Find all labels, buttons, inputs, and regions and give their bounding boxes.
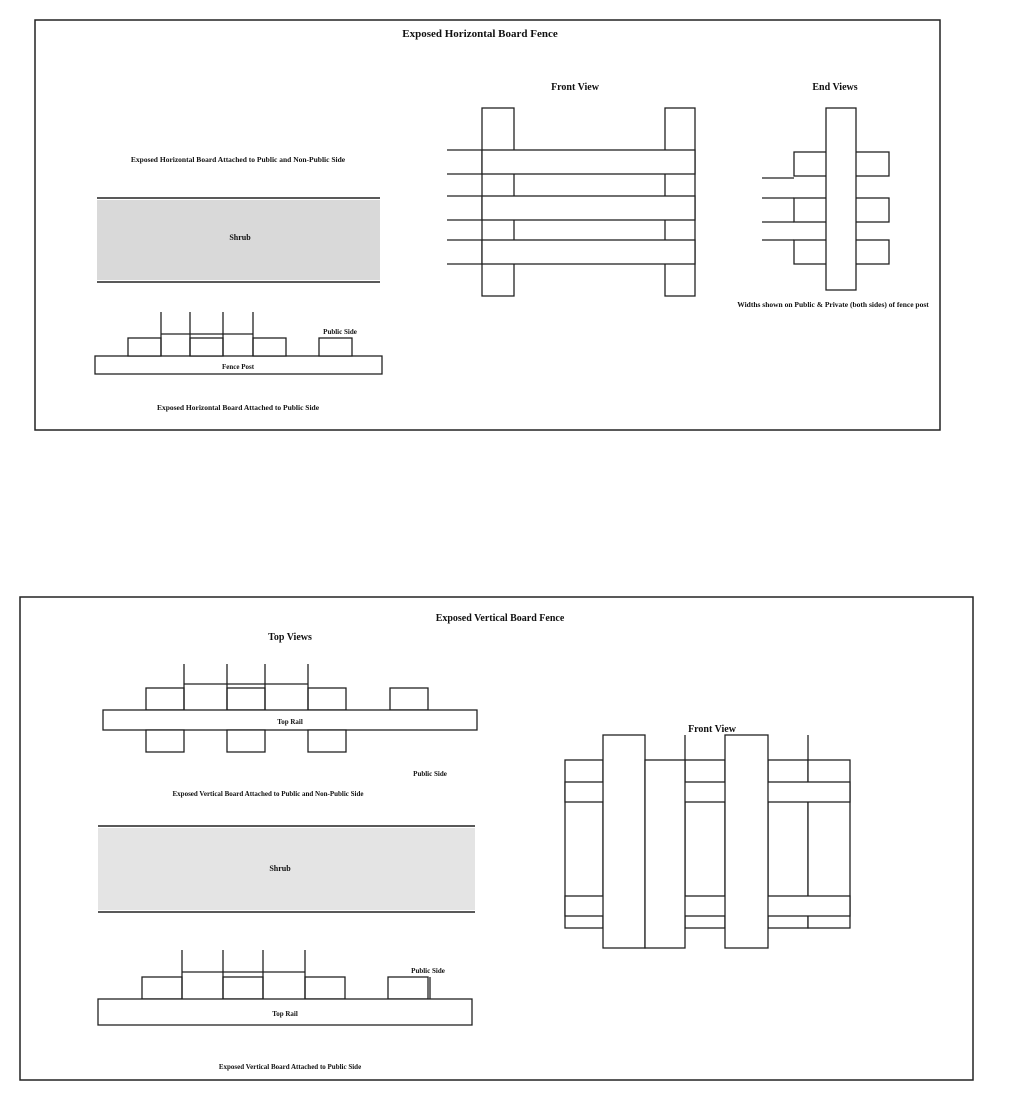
- public-side-label: Public Side: [411, 967, 445, 975]
- panel-horizontal-fence: [35, 20, 940, 430]
- horizontal-board: [482, 196, 695, 220]
- public-side-label: Public Side: [413, 770, 447, 778]
- board-plan: [319, 338, 352, 356]
- caption-public-side: Exposed Vertical Board Attached to Public Side: [218, 1063, 362, 1071]
- board-plan: [305, 977, 345, 999]
- board-plan: [142, 977, 182, 999]
- end-views-drawing: [762, 108, 889, 290]
- top-rail-label: Top Rail: [277, 718, 303, 726]
- front-view-label: Front View: [688, 724, 736, 735]
- board-plan: [308, 730, 346, 752]
- vertical-board-front: [645, 760, 685, 948]
- caption-both-sides: Exposed Vertical Board Attached to Public and Non-Public Side: [172, 790, 364, 798]
- board-plan: [223, 977, 263, 999]
- shrub-label: Shrub: [229, 233, 251, 242]
- horizontal-board: [482, 150, 695, 174]
- board-plan: [146, 730, 184, 752]
- shrub-label: Shrub: [269, 864, 291, 873]
- vertical-board-front: [603, 735, 645, 948]
- board-plan: [390, 688, 428, 710]
- board-plan: [253, 338, 286, 356]
- panel-title: Exposed Horizontal Board Fence: [402, 28, 558, 40]
- horizontal-board: [482, 240, 695, 264]
- board-plan: [146, 688, 184, 710]
- fence-post-label: Fence Post: [221, 363, 255, 371]
- board-plan: [190, 338, 223, 356]
- board-plan: [388, 977, 428, 999]
- fence-post-end: [826, 108, 856, 290]
- board-plan: [227, 730, 265, 752]
- board-plan: [227, 688, 265, 710]
- board-plan: [128, 338, 161, 356]
- board-plan: [308, 688, 346, 710]
- public-side-label: Public Side: [323, 328, 357, 336]
- front-view-label: Front View: [551, 82, 599, 93]
- front-view-drawing: [565, 735, 850, 948]
- front-view-drawing: [447, 108, 695, 296]
- panel-title: Exposed Vertical Board Fence: [435, 613, 565, 624]
- top-view-both-sides: [103, 664, 477, 752]
- top-rail-label: Top Rail: [272, 1010, 298, 1018]
- caption-public-side: Exposed Horizontal Board Attached to Public Side: [156, 403, 320, 412]
- end-views-label: End Views: [812, 82, 858, 93]
- end-views-note: Widths shown on Public & Private (both sides) of fence post: [737, 300, 929, 309]
- caption-both-sides: Exposed Horizontal Board Attached to Public and Non-Public Side: [130, 155, 346, 164]
- top-views-label: Top Views: [268, 632, 312, 643]
- panel-vertical-fence: [20, 597, 973, 1080]
- vertical-board-front: [725, 735, 768, 948]
